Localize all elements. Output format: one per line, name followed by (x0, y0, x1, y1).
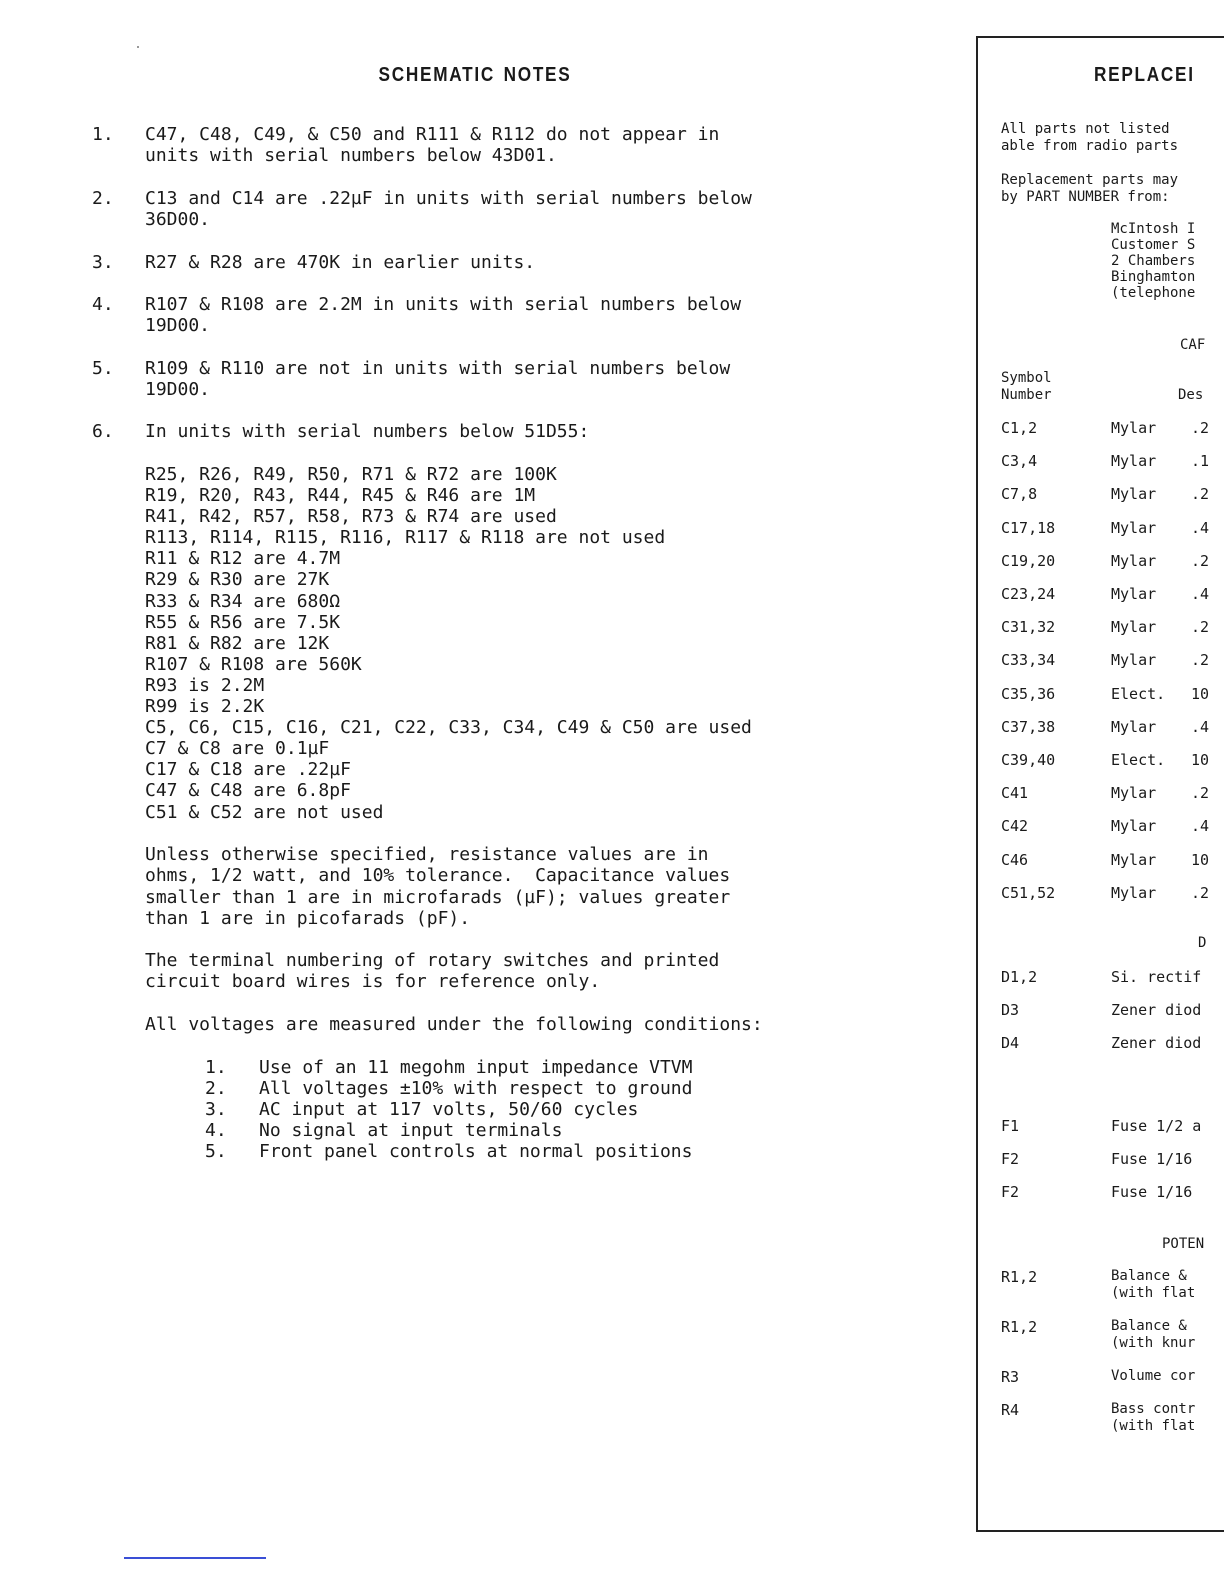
part-row (1001, 1401, 1196, 1434)
part-value: .2 (1191, 784, 1210, 803)
part-description: Fuse 1/16 (1111, 1150, 1193, 1169)
value-line: R113, R114, R115, R116, R117 & R118 are not used (145, 527, 666, 549)
part-symbol: C23,24 (1001, 585, 1056, 603)
part-value: .4 (1191, 817, 1210, 836)
part-description: Mylar (1111, 518, 1157, 537)
part-row (1001, 618, 1221, 636)
note-2 (92, 188, 945, 230)
part-symbol: F2 (1001, 1183, 1020, 1202)
voltage-conditions-intro: All voltages are measured under the following conditions: (145, 1014, 763, 1035)
condition-number: 5. (205, 1141, 227, 1163)
part-symbol: R4 (1001, 1401, 1020, 1419)
terminal-numbering-paragraph: The terminal numbering of rotary switches and printed circuit board wires is for reference only. (145, 950, 720, 993)
schematic-notes-title (67, 64, 884, 87)
part-description: Mylar (1111, 419, 1157, 437)
part-description: Mylar (1111, 883, 1157, 902)
note-1 (92, 124, 892, 166)
part-description: Mylar (1111, 717, 1157, 736)
part-row (1001, 1268, 1196, 1301)
part-description: Mylar (1111, 817, 1157, 836)
part-row (1001, 519, 1221, 537)
note-text: C47, C48, C49, & C50 and R111 & R112 do not appear in units with serial numbers below 43D01. (145, 124, 720, 166)
capacitors-header: CAF (1180, 337, 1206, 353)
part-row (1001, 1183, 1191, 1201)
part-symbol: C17,18 (1001, 518, 1056, 537)
part-row (1001, 1150, 1191, 1168)
part-symbol: D4 (1001, 1034, 1020, 1053)
part-symbol: R1,2 (1001, 1318, 1038, 1336)
part-value: .2 (1191, 651, 1210, 670)
condition-text: AC input at 117 volts, 50/60 cycles (259, 1099, 639, 1121)
serial-value-list (145, 464, 752, 823)
part-symbol: C42 (1001, 817, 1029, 836)
part-symbol: C41 (1001, 784, 1029, 803)
note-3 (92, 252, 945, 273)
part-description: Mylar (1111, 784, 1157, 803)
part-row (1001, 851, 1221, 869)
value-line: R11 & R12 are 4.7M (145, 548, 341, 570)
part-row (1001, 419, 1221, 437)
part-row (1001, 485, 1221, 503)
part-symbol: C46 (1001, 850, 1029, 869)
part-row (1001, 1034, 1202, 1053)
part-value: 10 (1191, 684, 1210, 703)
value-line: R25, R26, R49, R50, R71 & R72 are 100K (145, 464, 557, 485)
part-description: Elect. (1111, 684, 1166, 703)
part-description: Mylar (1111, 585, 1157, 603)
scan-speck (137, 46, 139, 48)
condition-number: 2. (205, 1078, 227, 1100)
part-description: Elect. (1111, 751, 1166, 769)
part-value: 10 (1191, 751, 1210, 769)
order-intro: Replacement parts may by PART NUMBER from: (1001, 172, 1179, 205)
part-row (1001, 685, 1221, 703)
value-line: R29 & R30 are 27K (145, 569, 330, 591)
condition-text: No signal at input terminals (259, 1120, 563, 1142)
conditions-list (205, 1057, 692, 1162)
symbol-number-header: Symbol Number (1001, 370, 1052, 403)
part-description: Mylar (1111, 452, 1157, 471)
note-4 (92, 294, 945, 336)
part-description: Balance & (with flat (1111, 1268, 1196, 1301)
part-description: Mylar (1111, 551, 1157, 570)
company-address: McIntosh I Customer S 2 Chambers Binghamton (telephone (1111, 221, 1196, 301)
condition-item (205, 1078, 692, 1099)
condition-number: 3. (205, 1099, 227, 1121)
part-symbol: R1,2 (1001, 1268, 1038, 1286)
part-row (1001, 1001, 1202, 1020)
part-symbol: F1 (1001, 1117, 1020, 1135)
value-line: R107 & R108 are 560K (145, 653, 362, 675)
part-row (1001, 651, 1221, 669)
value-line: R55 & R56 are 7.5K (145, 611, 341, 633)
part-row (1001, 1368, 1196, 1386)
note-text: C13 and C14 are .22µF in units with serial numbers below 36D00. (145, 188, 752, 230)
potentiometers-header: POTEN (1162, 1236, 1205, 1252)
part-value: .4 (1191, 585, 1210, 603)
part-symbol: D3 (1001, 1001, 1020, 1020)
part-value: .4 (1191, 518, 1210, 537)
part-symbol: C33,34 (1001, 651, 1056, 670)
part-row (1001, 1117, 1202, 1135)
title-word-1: SCHEMATIC (378, 64, 495, 86)
parts-intro: All parts not listed able from radio parts (1001, 121, 1179, 154)
part-symbol: C35,36 (1001, 684, 1056, 703)
footer-rule (124, 1557, 266, 1559)
note-text: In units with serial numbers below 51D55: (145, 421, 590, 442)
part-row (1001, 585, 1221, 603)
note-6 (92, 421, 945, 442)
condition-text: Front panel controls at normal positions (259, 1141, 693, 1163)
part-description: Fuse 1/2 a (1111, 1117, 1202, 1135)
condition-number: 1. (205, 1057, 227, 1078)
title-word-2: NOTES (503, 64, 572, 86)
replacement-parts-title: REPLACEI (1094, 64, 1195, 86)
note-text: R107 & R108 are 2.2M in units with serial numbers below 19D00. (145, 294, 742, 336)
part-value: .2 (1191, 618, 1210, 637)
part-description: Mylar (1111, 618, 1157, 637)
value-line: C51 & C52 are not used (145, 801, 384, 823)
part-symbol: C7,8 (1001, 485, 1038, 504)
part-symbol: D1,2 (1001, 968, 1038, 986)
part-value: .2 (1191, 883, 1210, 902)
part-row (1001, 552, 1221, 570)
part-description: Volume cor (1111, 1368, 1196, 1384)
part-description: Balance & (with knur (1111, 1318, 1196, 1351)
notes-list (92, 124, 892, 442)
part-row (1001, 968, 1202, 986)
part-row (1001, 884, 1221, 902)
note-5 (92, 358, 945, 400)
value-line: R93 is 2.2M (145, 674, 265, 696)
part-description: Zener diod (1111, 1001, 1202, 1020)
part-row (1001, 452, 1221, 470)
note-text: R27 & R28 are 470K in earlier units. (145, 252, 536, 273)
part-description: Mylar (1111, 850, 1157, 869)
part-description: Mylar (1111, 651, 1157, 670)
note-number: 6. (92, 421, 114, 442)
part-row (1001, 784, 1221, 802)
value-line: C17 & C18 are .22µF (145, 759, 351, 781)
tolerance-paragraph: Unless otherwise specified, resistance values are in ohms, 1/2 watt, and 10% tolerance. Capacitance values smaller than 1 are in microfarads (µF); values greater than 1 are in picofarads (pF). (145, 844, 731, 929)
description-header: Des (1178, 387, 1204, 403)
part-description: Mylar (1111, 485, 1157, 504)
part-value: 10 (1191, 850, 1210, 869)
note-number: 1. (92, 124, 114, 145)
part-value: .2 (1191, 419, 1210, 437)
note-number: 4. (92, 294, 114, 315)
part-row (1001, 817, 1221, 835)
note-number: 5. (92, 358, 114, 379)
part-value: .4 (1191, 717, 1210, 736)
condition-item (205, 1057, 692, 1078)
part-symbol: C37,38 (1001, 717, 1056, 736)
value-line: R19, R20, R43, R44, R45 & R46 are 1M (145, 485, 536, 507)
part-symbol: C1,2 (1001, 419, 1038, 437)
part-value: .1 (1191, 452, 1210, 471)
value-line: R33 & R34 are 680Ω (145, 590, 341, 612)
part-value: .2 (1191, 551, 1210, 570)
condition-item (205, 1099, 692, 1120)
value-line: C5, C6, C15, C16, C21, C22, C33, C34, C49 & C50 are used (145, 717, 752, 739)
part-symbol: F2 (1001, 1150, 1020, 1169)
part-row (1001, 718, 1221, 736)
part-symbol: C3,4 (1001, 452, 1038, 471)
diodes-header: D (1198, 935, 1207, 951)
condition-text: All voltages ±10% with respect to ground (259, 1078, 693, 1100)
part-row (1001, 751, 1221, 769)
condition-text: Use of an 11 megohm input impedance VTVM (259, 1057, 693, 1078)
part-symbol: C39,40 (1001, 751, 1056, 769)
part-row (1001, 1318, 1196, 1351)
condition-item (205, 1141, 692, 1162)
value-line: R41, R42, R57, R58, R73 & R74 are used (145, 506, 557, 528)
part-symbol: C51,52 (1001, 883, 1056, 902)
note-text: R109 & R110 are not in units with serial numbers below 19D00. (145, 358, 731, 400)
part-symbol: R3 (1001, 1368, 1020, 1386)
condition-item (205, 1120, 692, 1141)
note-number: 2. (92, 188, 114, 209)
part-symbol: C31,32 (1001, 618, 1056, 637)
condition-number: 4. (205, 1120, 227, 1142)
value-line: R99 is 2.2K (145, 696, 265, 718)
part-description: Bass contr (with flat (1111, 1401, 1196, 1434)
value-line: R81 & R82 are 12K (145, 632, 330, 654)
note-number: 3. (92, 252, 114, 273)
part-value: .2 (1191, 485, 1210, 504)
value-line: C47 & C48 are 6.8pF (145, 780, 351, 802)
value-line: C7 & C8 are 0.1µF (145, 738, 330, 760)
part-description: Si. rectif (1111, 968, 1202, 986)
part-description: Fuse 1/16 (1111, 1183, 1193, 1202)
part-description: Zener diod (1111, 1034, 1202, 1053)
part-symbol: C19,20 (1001, 551, 1056, 570)
